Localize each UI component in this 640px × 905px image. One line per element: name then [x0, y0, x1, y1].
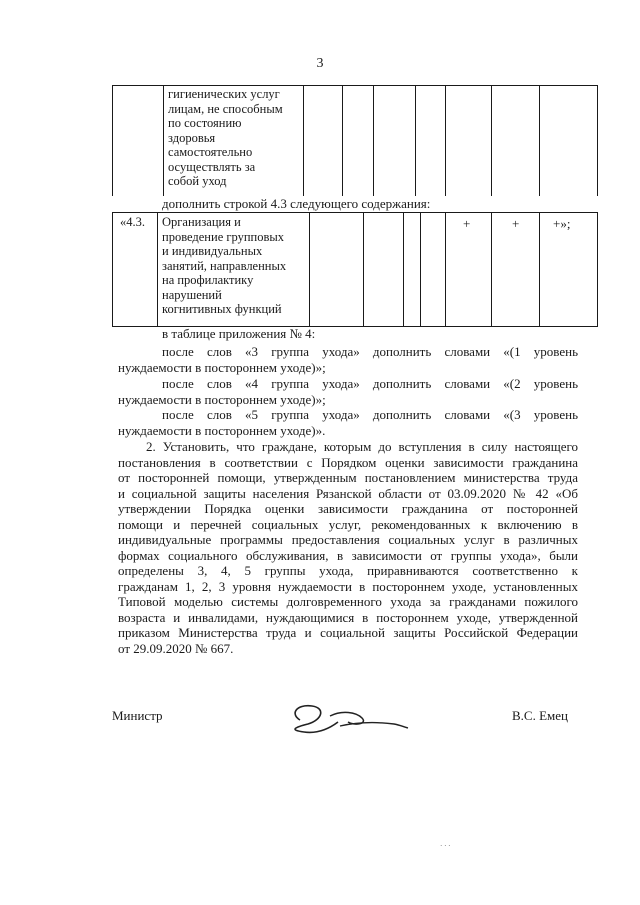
amendment-1-line2: нуждаемости в постороннем уходе)»;	[118, 360, 326, 375]
page-number: 3	[316, 56, 324, 71]
row-number: «4.3.	[120, 215, 145, 229]
appendix-line: в таблице приложения № 4:	[162, 326, 316, 341]
row-mark-1: +	[463, 216, 471, 231]
row-mark-2: +	[512, 216, 520, 231]
signer-name: В.С. Емец	[512, 708, 568, 723]
amendment-3-line1: после слов «5 группа ухода» дополнить словами «(3 уровень	[162, 407, 578, 422]
amendment-3-line2: нуждаемости в постороннем уходе)».	[118, 423, 326, 438]
scan-dots: · · ·	[440, 842, 451, 850]
row-description: Организация и проведение групповых и индивидуальных занятий, направленных на профилактику нарушений когнитивных функций	[162, 215, 287, 316]
amendment-1-line1: после слов «3 группа ухода» дополнить словами «(1 уровень	[162, 344, 578, 359]
intro-line: дополнить строкой 4.3 следующего содержания:	[162, 196, 431, 211]
paragraph-2: 2. Установить, что граждане, которым до вступления в силу настоящего постановления в соответствии с Порядком оценки зависимости гражданина от посторонней помощи, утвержденным постановлением министерства труда и социальной защиты населения Рязанской области от 03.09.2020 № 42 «Об утверждении Порядка оценки зависимости гражданина от посторонней помощи и перечней социальных услуг, рекомендованных к включению в индивидуальные программы предоставления социальных услуг в различных формах социального обслуживания, в зависимости от группы ухода», были определены 3, 4, 5 группы ухода, приравниваются соответственно к гражданам 1, 2, 3 уровня нуждаемости в постороннем уходе, установленных Типовой моделью системы долговременного ухода за гражданами пожилого возраста и инвалидами, нуждающимися в постороннем уходе, утвержденной приказом Министерства труда и социальной защиты Российской Федерации от 29.09.2020 № 667.	[118, 439, 578, 656]
amendment-2-line1: после слов «4 группа ухода» дополнить словами «(2 уровень	[162, 376, 578, 391]
table-continuation-description: гигиенических услуг лицам, не способным по состоянию здоровья самостоятельно осуществлять за собой уход	[168, 87, 283, 188]
row-mark-3: +»;	[553, 216, 571, 231]
amendment-2-line2: нуждаемости в постороннем уходе)»;	[118, 392, 326, 407]
handwritten-signature	[282, 700, 412, 740]
signer-title: Министр	[112, 708, 163, 723]
